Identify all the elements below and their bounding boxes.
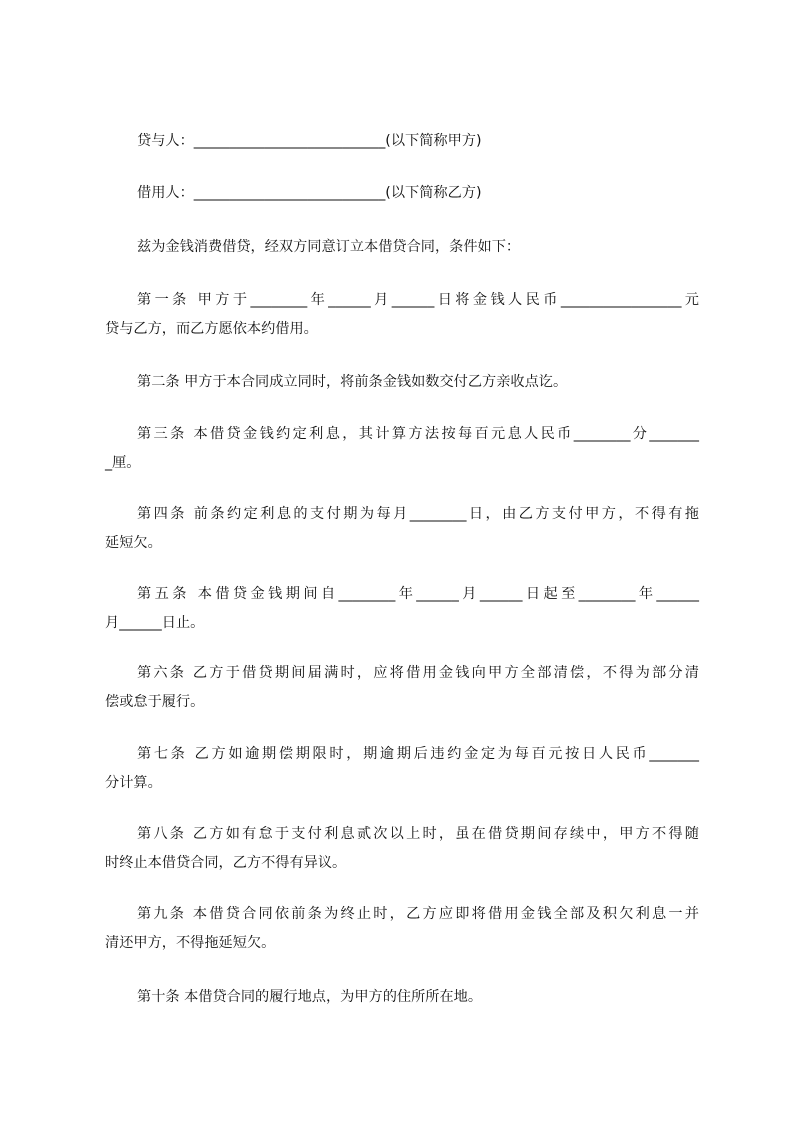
article-5 bbox=[137, 580, 699, 609]
preamble bbox=[137, 233, 699, 262]
lender-line bbox=[137, 127, 699, 156]
article-9-continued bbox=[105, 929, 699, 958]
article-1-continued bbox=[105, 315, 699, 344]
article-4 bbox=[137, 500, 699, 529]
article-2 bbox=[137, 368, 699, 397]
article-9 bbox=[137, 900, 699, 929]
article-4-continued bbox=[105, 529, 699, 558]
paragraph-line: 第六条 乙方于借贷期间届满时，应将借用金钱向甲方全部清偿，不得为部分清 bbox=[137, 665, 699, 681]
paragraph-line: 月______日止。 bbox=[105, 615, 205, 631]
paragraph-line: 分计算。 bbox=[105, 775, 162, 791]
paragraph-line: 偿或怠于履行。 bbox=[105, 694, 205, 710]
paragraph-line: 清还甲方，不得拖延短欠。 bbox=[105, 935, 276, 951]
paragraph-line: _厘。 bbox=[105, 455, 141, 471]
paragraph-line: 第二条 甲方于本合同成立同时，将前条金钱如数交付乙方亲收点讫。 bbox=[137, 374, 568, 390]
paragraph-line: 第九条 本借贷合同依前条为终止时，乙方应即将借用金钱全部及积欠利息一并 bbox=[137, 906, 699, 922]
paragraph-line: 第五条 本借贷金钱期间自________年______月______日起至________年______ bbox=[137, 586, 699, 602]
paragraph-line: 第七条 乙方如逾期偿期限时，期逾期后违约金定为每百元按日人民币_______ bbox=[137, 746, 699, 762]
paragraph-line: 第四条 前条约定利息的支付期为每月________日，由乙方支付甲方，不得有拖 bbox=[137, 506, 699, 522]
article-10 bbox=[137, 983, 699, 1012]
paragraph-line: 借用人：___________________________(以下简称乙方) bbox=[137, 185, 482, 201]
article-3 bbox=[137, 420, 699, 449]
paragraph-line: 贷与乙方，而乙方愿依本约借用。 bbox=[105, 321, 318, 337]
article-6-continued bbox=[105, 688, 699, 717]
paragraph-line: 贷与人：___________________________(以下简称甲方) bbox=[137, 133, 482, 149]
paragraph-line: 第三条 本借贷金钱约定利息，其计算方法按每百元息人民币________分_______ bbox=[137, 426, 699, 442]
paragraph-line: 时终止本借贷合同，乙方不得有异议。 bbox=[105, 855, 347, 871]
paragraph-line: 第一条 甲方于________年______月______日将金钱人民币_________________元 bbox=[137, 292, 699, 308]
paragraph-line: 兹为金钱消费借贷，经双方同意订立本借贷合同，条件如下： bbox=[137, 239, 521, 255]
article-1 bbox=[137, 286, 699, 315]
borrower-line bbox=[137, 179, 699, 208]
article-8 bbox=[137, 820, 699, 849]
paragraph-line: 延短欠。 bbox=[105, 535, 162, 551]
article-8-continued bbox=[105, 849, 699, 878]
article-5-continued bbox=[105, 609, 699, 638]
article-7 bbox=[137, 740, 699, 769]
article-6 bbox=[137, 659, 699, 688]
paragraph-line: 第十条 本借贷合同的履行地点，为甲方的住所所在地。 bbox=[137, 989, 483, 1005]
article-3-continued bbox=[105, 449, 699, 478]
article-7-continued bbox=[105, 769, 699, 798]
paragraph-line: 第八条 乙方如有怠于支付利息贰次以上时，虽在借贷期间存续中，甲方不得随 bbox=[137, 826, 699, 842]
